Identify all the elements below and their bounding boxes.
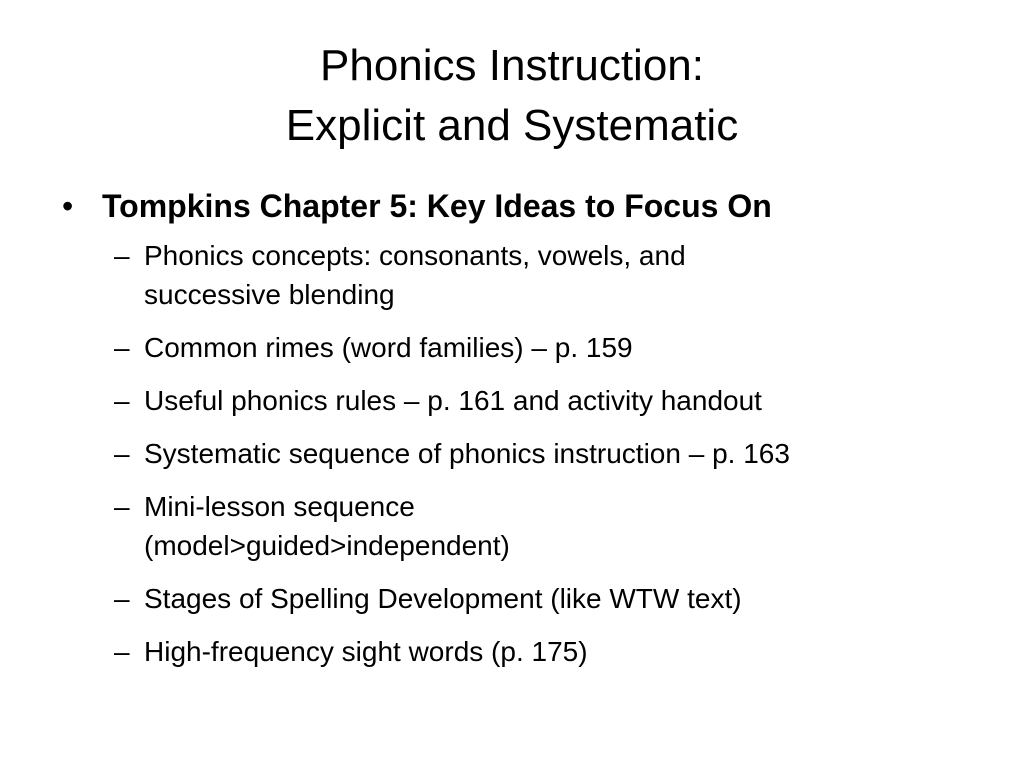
sub-bullet-text: Phonics concepts: consonants, vowels, and successive blending bbox=[144, 240, 686, 310]
sub-bullet-text: Common rimes (word families) – p. 159 bbox=[144, 332, 633, 363]
title-line-1: Phonics Instruction: bbox=[320, 41, 704, 90]
slide-content bbox=[62, 184, 992, 685]
main-bullet-text: Tompkins Chapter 5: Key Ideas to Focus On bbox=[102, 188, 772, 224]
dash-marker: – bbox=[114, 636, 130, 667]
sub-bullet-item bbox=[114, 381, 992, 420]
sub-bullet-item bbox=[114, 487, 992, 565]
dash-marker: – bbox=[114, 332, 130, 363]
sub-bullet-list bbox=[114, 236, 992, 671]
sub-bullet-item bbox=[114, 236, 992, 314]
sub-bullet-item bbox=[114, 328, 992, 367]
title-line-2: Explicit and Systematic bbox=[285, 101, 739, 150]
sub-bullet-item bbox=[114, 434, 992, 473]
sub-bullet-item bbox=[114, 579, 992, 618]
dash-marker: – bbox=[114, 240, 130, 271]
main-bullet bbox=[62, 184, 992, 228]
sub-bullet-text: High-frequency sight words (p. 175) bbox=[144, 636, 588, 667]
slide-title bbox=[40, 36, 984, 156]
sub-bullet-item bbox=[114, 632, 992, 671]
sub-bullet-text: Useful phonics rules – p. 161 and activity handout bbox=[144, 385, 762, 416]
dash-marker: – bbox=[114, 583, 130, 614]
bullet-marker: • bbox=[62, 188, 74, 224]
sub-bullet-text: Systematic sequence of phonics instruction – p. 163 bbox=[144, 438, 790, 469]
dash-marker: – bbox=[114, 491, 130, 522]
dash-marker: – bbox=[114, 438, 130, 469]
dash-marker: – bbox=[114, 385, 130, 416]
sub-bullet-text: Mini-lesson sequence (model>guided>independent) bbox=[144, 491, 510, 561]
sub-bullet-text: Stages of Spelling Development (like WTW text) bbox=[144, 583, 742, 614]
